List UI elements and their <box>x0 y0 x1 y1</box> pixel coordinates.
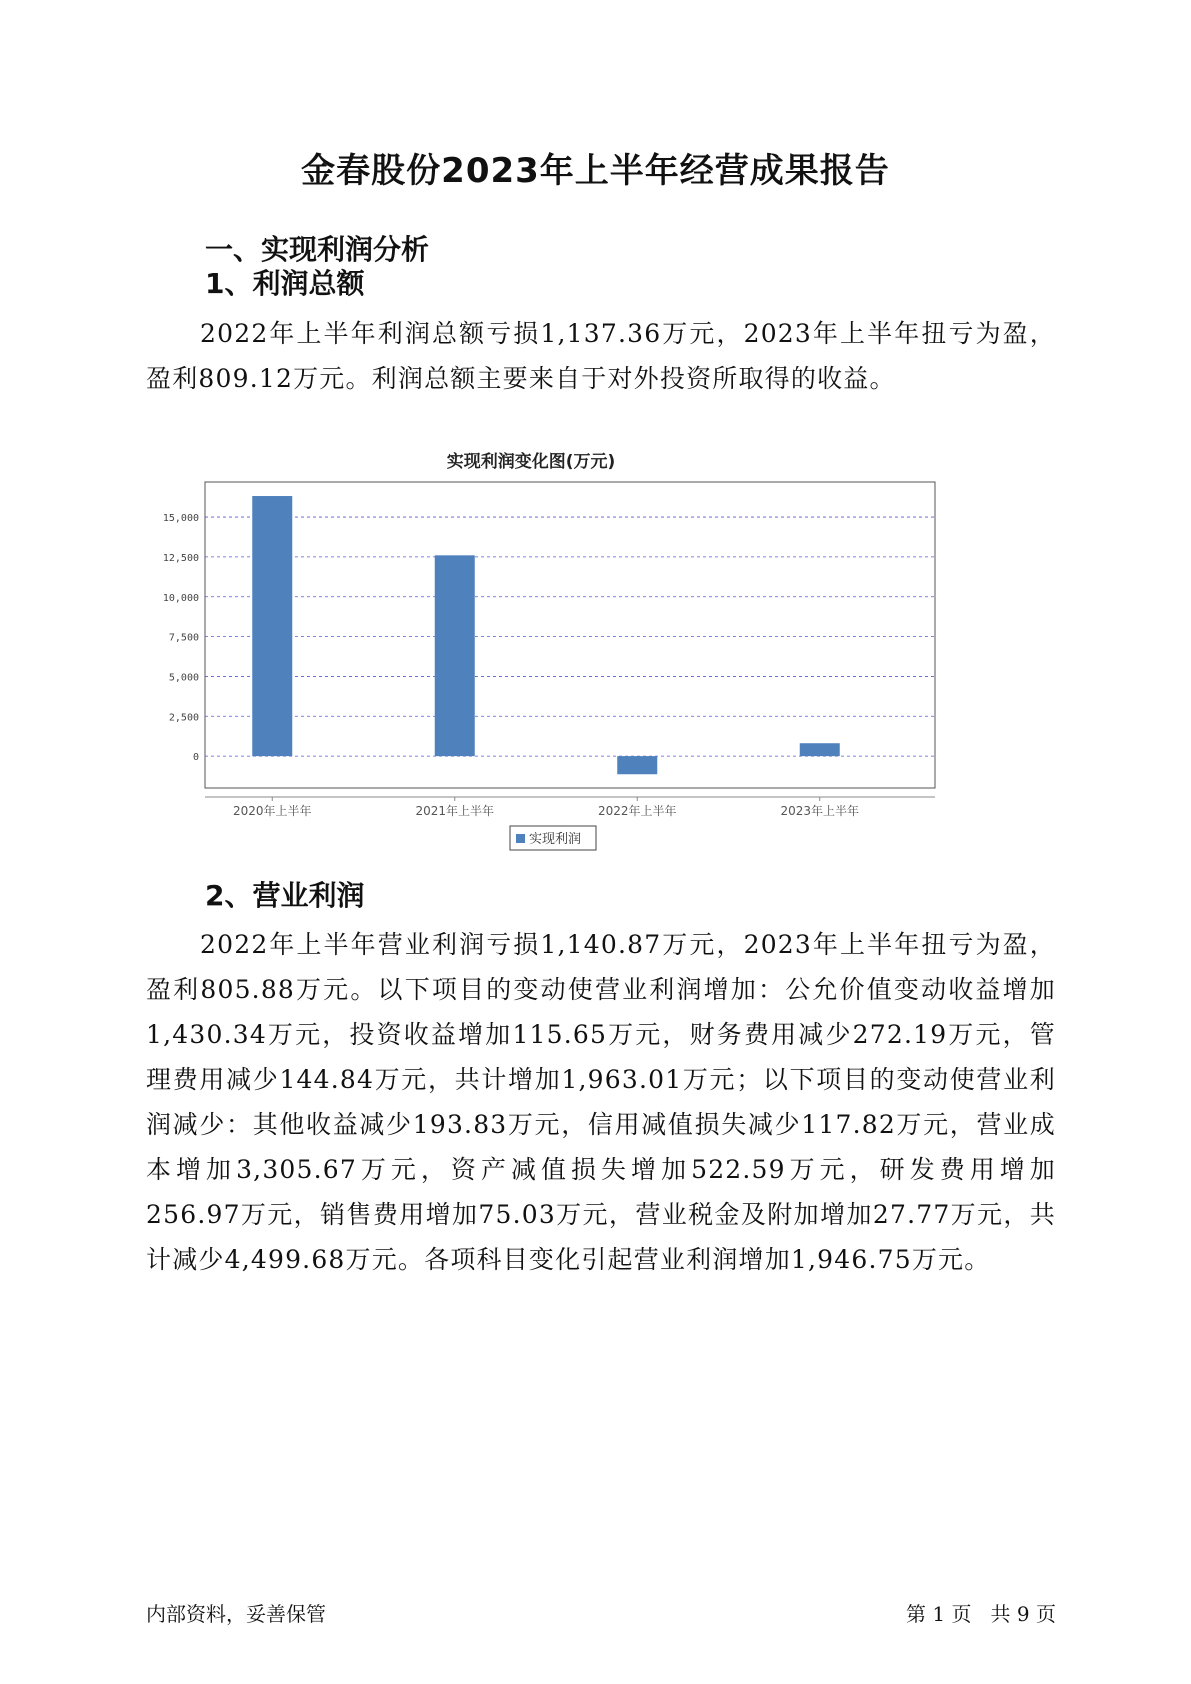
legend-swatch <box>516 834 525 843</box>
y-tick-label: 15,000 <box>162 513 199 525</box>
subsection-heading-total-profit: 1、利润总额 <box>205 267 365 300</box>
bar <box>252 496 292 756</box>
document-title: 金春股份2023年上半年经营成果报告 <box>301 151 890 191</box>
x-tick-label: 2023年上半年 <box>780 804 860 818</box>
y-tick-label: 10,000 <box>162 592 199 604</box>
operating-profit-paragraph: 2022年上半年营业利润亏损1,140.87万元，2023年上半年扭亏为盈，盈利805.88万元。以下项目的变动使营业利润增加：公允价值变动收益增加1,430.34万元，投资收益增加115.65万元，财务费用减少272.19万元，管理费用减少144.84万元，共计增加1,963.01万元；以下项目的变动使营业利润减少：其他收益减少193.83万元，信用减值损失减少117.82万元，营业成本增加3,305.67万元，资产减值损失增加522.59万元，研发费用增加256.97万元，销售费用增加75.03万元，营业税金及附加增加27.77万元，共计减少4,499.68万元。各项科目变化引起营业利润增加1,946.75万元。 <box>146 930 1056 1274</box>
bar <box>800 743 840 756</box>
x-tick-label: 2022年上半年 <box>597 804 677 818</box>
profit-chart <box>146 450 1056 910</box>
y-tick-label: 2,500 <box>168 712 199 724</box>
footer-confidential-note: 内部资料，妥善保管 <box>146 1602 326 1626</box>
footer-page-number: 第 1 页 共 9 页 <box>906 1602 1056 1626</box>
y-tick-label: 7,500 <box>168 632 199 644</box>
subsection-heading-operating-profit: 2、营业利润 <box>205 879 365 912</box>
bar <box>617 756 657 774</box>
y-tick-label: 0 <box>192 752 199 764</box>
section-heading-profit-analysis: 一、实现利润分析 <box>205 233 430 266</box>
x-tick-label: 2021年上半年 <box>415 804 495 818</box>
legend-label: 实现利润 <box>529 832 582 847</box>
y-tick-label: 5,000 <box>168 672 199 684</box>
bar <box>435 555 475 756</box>
y-tick-label: 12,500 <box>162 552 199 564</box>
profit-chart-svg <box>146 450 1056 870</box>
chart-title: 实现利润变化图(万元) <box>446 452 616 472</box>
x-tick-label: 2020年上半年 <box>232 804 312 818</box>
total-profit-paragraph: 2022年上半年利润总额亏损1,137.36万元，2023年上半年扭亏为盈，盈利809.12万元。利润总额主要来自于对外投资所取得的收益。 <box>146 319 1056 393</box>
plot-frame <box>205 482 935 788</box>
